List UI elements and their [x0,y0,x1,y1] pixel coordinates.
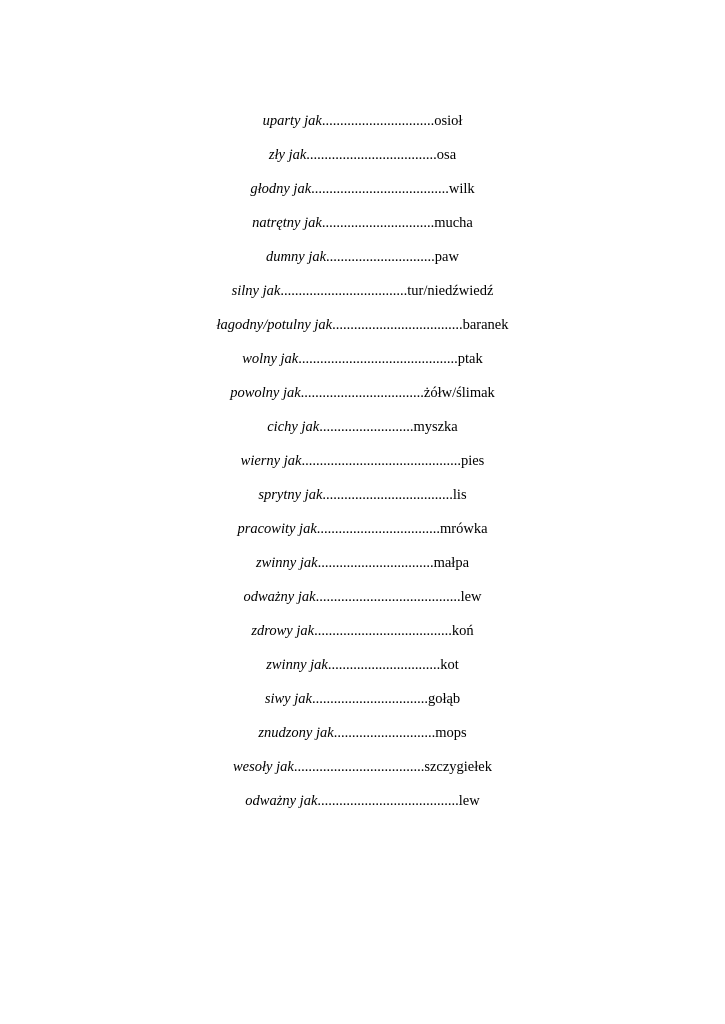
simile-dots: ............................... [321,113,435,129]
simile-phrase: łagodny/potulny jak [216,317,333,333]
simile-phrase: cichy jak [267,419,320,435]
simile-dots: .................................. [316,521,441,537]
simile-phrase: zwinny jak [266,657,328,673]
simile-answer: szczygiełek [424,759,492,775]
simile-dots: ................................... [280,283,408,299]
simile-line [0,756,725,790]
simile-dots: ...................................... [311,181,449,197]
simile-phrase: wesoły jak [233,759,294,775]
simile-phrase: wolny jak [242,351,299,367]
simile-dots: .......................... [319,419,414,435]
simile-line [0,144,725,178]
simile-line [0,416,725,450]
simile-line [0,314,725,348]
simile-answer: osa [436,147,457,163]
simile-phrase: pracowity jak [237,521,317,537]
simile-answer: paw [434,249,459,265]
simile-dots: ............................................ [298,351,458,367]
simile-dots: ............................ [333,725,436,741]
simile-answer: ptak [457,351,483,367]
simile-answer: lew [460,589,482,605]
simile-line [0,212,725,246]
simile-answer: mops [435,725,467,741]
simile-dots: .................................... [293,759,425,775]
simile-phrase: znudzony jak [258,725,334,741]
simile-list [0,110,725,824]
simile-line [0,688,725,722]
simile-answer: lis [452,487,467,503]
simile-answer: gołąb [427,691,461,707]
simile-answer: tur/niedźwiedź [407,283,494,299]
simile-phrase: odważny jak [243,589,316,605]
simile-phrase: wierny jak [240,453,302,469]
simile-answer: żółw/ślimak [423,385,495,401]
simile-line [0,450,725,484]
simile-phrase: sprytny jak [258,487,323,503]
simile-dots: .................................... [306,147,437,163]
simile-phrase: głodny jak [250,181,312,197]
simile-dots: ................................ [311,691,428,707]
simile-line [0,246,725,280]
simile-phrase: zdrowy jak [251,623,315,639]
simile-dots: ................................ [317,555,434,571]
simile-line [0,518,725,552]
simile-phrase: powolny jak [230,385,301,401]
simile-dots: ............................................ [301,453,461,469]
simile-answer: małpa [433,555,470,571]
simile-dots: ............................... [321,215,435,231]
simile-dots: ...................................... [314,623,452,639]
simile-phrase: silny jak [231,283,281,299]
simile-answer: pies [460,453,485,469]
simile-answer: mucha [434,215,473,231]
simile-line [0,484,725,518]
simile-dots: .................................. [300,385,424,401]
simile-phrase: zwinny jak [255,555,318,571]
simile-phrase: dumny jak [266,249,327,265]
simile-line [0,280,725,314]
simile-dots: ....................................... [317,793,459,809]
simile-phrase: natrętny jak [252,215,322,231]
simile-answer: myszka [413,419,458,435]
simile-phrase: odważny jak [245,793,318,809]
simile-line [0,586,725,620]
simile-phrase: zły jak [268,147,307,163]
simile-answer: lew [458,793,480,809]
simile-line [0,790,725,824]
simile-dots: .................................... [332,317,463,333]
simile-answer: wilk [448,181,475,197]
simile-line [0,722,725,756]
simile-line [0,552,725,586]
simile-phrase: siwy jak [264,691,312,707]
simile-line [0,178,725,212]
simile-answer: baranek [462,317,509,333]
simile-answer: kot [440,657,459,673]
simile-line [0,620,725,654]
simile-dots: .................................... [322,487,453,503]
simile-line [0,348,725,382]
simile-answer: koń [451,623,474,639]
simile-line [0,110,725,144]
simile-dots: .............................. [326,249,435,265]
simile-dots: ........................................ [315,589,461,605]
simile-line [0,382,725,416]
simile-answer: mrówka [440,521,488,537]
simile-answer: osioł [434,113,463,129]
simile-line [0,654,725,688]
simile-phrase: uparty jak [262,113,322,129]
simile-dots: ............................... [327,657,441,673]
